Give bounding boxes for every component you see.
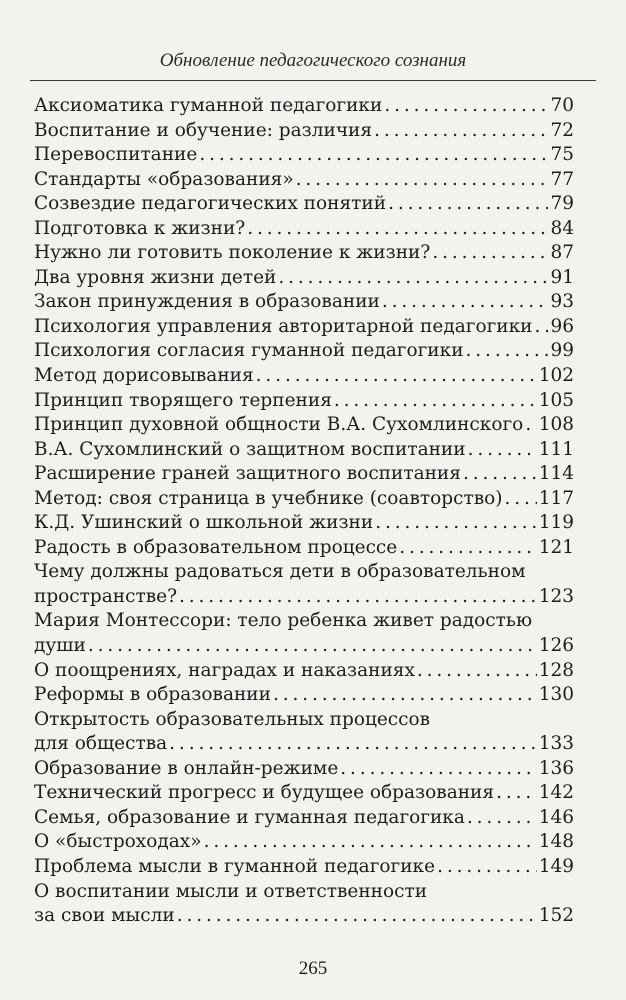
toc-entry-page: 119	[538, 512, 574, 534]
toc-dot-leader	[199, 143, 548, 168]
toc-dot-leader	[247, 217, 548, 242]
toc-entry	[34, 855, 574, 880]
toc-dot-leader	[432, 241, 548, 266]
toc-entry-title: Образование в онлайн-режиме	[34, 757, 339, 779]
toc-entry	[34, 143, 574, 168]
toc-entry-page: 148	[538, 831, 574, 853]
toc-entry	[34, 119, 574, 144]
toc-entry-page: 149	[538, 855, 574, 877]
toc-entry-page: 70	[550, 95, 574, 116]
toc-entry-page: 146	[538, 806, 574, 828]
toc-entry-first-line: Чему должны радоваться дети в образовательном	[34, 561, 526, 583]
toc-entry-page: 105	[538, 389, 574, 411]
toc-dot-leader	[399, 536, 536, 561]
toc-entry-title: для общества	[34, 733, 168, 755]
toc-entry-page: 99	[550, 340, 574, 362]
toc-dot-leader	[273, 683, 537, 708]
toc-entry-page: 75	[550, 144, 574, 166]
toc-dot-leader	[504, 487, 536, 512]
toc-entry	[34, 217, 574, 242]
toc-entry-title: В.А. Сухомлинский о защитном воспитании	[34, 438, 466, 460]
toc-entry-page: 72	[550, 119, 574, 141]
toc-entry	[34, 536, 574, 561]
toc-dot-leader	[463, 462, 537, 487]
toc-entry	[34, 266, 574, 291]
toc-entry	[34, 192, 574, 217]
toc-entry	[34, 904, 574, 929]
toc-entry	[34, 634, 574, 659]
toc-entry-first-line: Открытость образовательных процессов	[34, 708, 431, 730]
toc-entry-title: Созвездие педагогических понятий	[34, 193, 387, 215]
toc-entry-page: 121	[538, 536, 574, 558]
toc-entry-title: Метод: своя страница в учебнике (соавторство)	[34, 487, 503, 509]
toc-entry-title: Подготовка к жизни?	[34, 217, 246, 239]
toc-entry-title: Перевоспитание	[34, 144, 198, 166]
toc-entry	[34, 241, 574, 266]
toc-entry-page: 123	[538, 585, 574, 607]
toc-entry-page: 152	[538, 905, 574, 927]
toc-dot-leader	[468, 438, 537, 463]
toc-entry-title: К.Д. Ушинский о школьной жизни	[34, 512, 374, 534]
toc-dot-leader	[496, 781, 537, 806]
toc-entry-title: души	[34, 635, 86, 657]
toc-dot-leader	[382, 290, 549, 315]
toc-entry-title: Принцип творящего терпения	[34, 389, 332, 411]
toc-entry-title: Проблема мысли в гуманной педагогике	[34, 855, 436, 877]
toc-entry-title: Два уровня жизни детей	[34, 266, 277, 288]
page-number: 265	[298, 958, 328, 979]
toc-entry	[34, 315, 574, 340]
toc-dot-leader	[334, 389, 537, 414]
toc-dot-leader	[525, 413, 536, 438]
toc-entry-title: Метод дорисовывания	[34, 365, 254, 387]
toc-entry	[34, 339, 574, 364]
toc-entry-title: Психология согласия гуманной педагогики	[34, 340, 464, 362]
toc-entry-page: 111	[538, 438, 574, 460]
table-of-contents	[34, 94, 574, 929]
toc-dot-leader	[375, 511, 536, 536]
toc-entry	[34, 830, 574, 855]
toc-entry-title: пространстве?	[34, 585, 177, 607]
toc-dot-leader	[169, 732, 537, 757]
toc-entry	[34, 438, 574, 463]
toc-entry-title: Аксиоматика гуманной педагогики	[34, 95, 383, 116]
toc-entry-page: 77	[550, 168, 574, 190]
toc-dot-leader	[466, 339, 549, 364]
toc-entry-page: 102	[538, 365, 574, 387]
toc-entry-title: Воспитание и обучение: различия	[34, 119, 373, 141]
toc-entry	[34, 389, 574, 414]
toc-entry-page: 84	[550, 217, 574, 239]
toc-dot-leader	[204, 830, 537, 855]
toc-entry-page: 133	[538, 733, 574, 755]
toc-entry	[34, 511, 574, 536]
toc-entry	[34, 781, 574, 806]
toc-entry-page: 96	[550, 315, 574, 337]
toc-entry	[34, 168, 574, 193]
toc-entry-page: 108	[538, 414, 574, 436]
toc-dot-leader	[340, 757, 536, 782]
toc-dot-leader	[437, 855, 537, 880]
toc-entry	[34, 94, 574, 119]
toc-dot-leader	[417, 659, 537, 684]
toc-entry-title: Реформы в образовании	[34, 684, 271, 706]
toc-entry-title: Радость в образовательном процессе	[34, 536, 398, 558]
toc-entry-first-line: О воспитании мысли и ответственности	[34, 880, 428, 902]
toc-entry-page: 93	[550, 291, 574, 313]
toc-entry-title: за свои мысли	[34, 905, 175, 927]
toc-entry	[34, 487, 574, 512]
toc-dot-leader	[179, 585, 537, 610]
toc-entry-title: О «быстроходах»	[34, 831, 202, 853]
toc-entry-page: 117	[538, 487, 574, 509]
toc-dot-leader	[88, 634, 537, 659]
toc-entry	[34, 462, 574, 487]
toc-dot-leader	[467, 806, 537, 831]
toc-entry	[34, 290, 574, 315]
toc-entry-page: 114	[538, 463, 574, 485]
toc-dot-leader	[374, 119, 548, 144]
toc-dot-leader	[296, 168, 549, 193]
toc-entry	[34, 732, 574, 757]
toc-dot-leader	[384, 94, 548, 119]
toc-entry-page: 142	[538, 782, 574, 804]
toc-entry-title: О поощрениях, наградах и наказаниях	[34, 659, 415, 681]
toc-entry	[34, 757, 574, 782]
toc-entry-title: Расширение граней защитного воспитания	[34, 463, 461, 485]
toc-dot-leader	[256, 364, 537, 389]
toc-entry-page: 128	[538, 659, 574, 681]
toc-dot-leader	[388, 192, 548, 217]
toc-entry-page: 136	[538, 757, 574, 779]
toc-entry-page: 91	[550, 266, 574, 288]
toc-entry-title: Семья, образование и гуманная педагогика	[34, 806, 465, 828]
toc-entry-title: Нужно ли готовить поколение к жизни?	[34, 242, 431, 264]
toc-dot-leader	[535, 315, 549, 340]
toc-entry-title: Психология управления авторитарной педагогики	[34, 315, 533, 337]
toc-entry	[34, 806, 574, 831]
header-divider	[30, 80, 596, 81]
toc-dot-leader	[177, 904, 537, 929]
toc-entry-page: 87	[550, 242, 574, 264]
toc-entry-title: Стандарты «образования»	[34, 168, 294, 190]
toc-entry-title: Принцип духовной общности В.А. Сухомлинского	[34, 414, 524, 436]
toc-entry	[34, 364, 574, 389]
toc-entry-first-line: Мария Монтессори: тело ребенка живет радостью	[34, 610, 533, 632]
toc-dot-leader	[278, 266, 548, 291]
toc-entry-title: Технический прогресс и будущее образования	[34, 782, 495, 804]
toc-entry	[34, 683, 574, 708]
toc-entry-page: 126	[538, 635, 574, 657]
toc-entry-title: Закон принуждения в образовании	[34, 291, 380, 313]
toc-entry-page: 130	[538, 684, 574, 706]
toc-entry	[34, 413, 574, 438]
toc-entry	[34, 585, 574, 610]
running-header: Обновление педагогического сознания	[159, 50, 467, 71]
toc-entry-page: 79	[550, 193, 574, 215]
toc-entry	[34, 659, 574, 684]
